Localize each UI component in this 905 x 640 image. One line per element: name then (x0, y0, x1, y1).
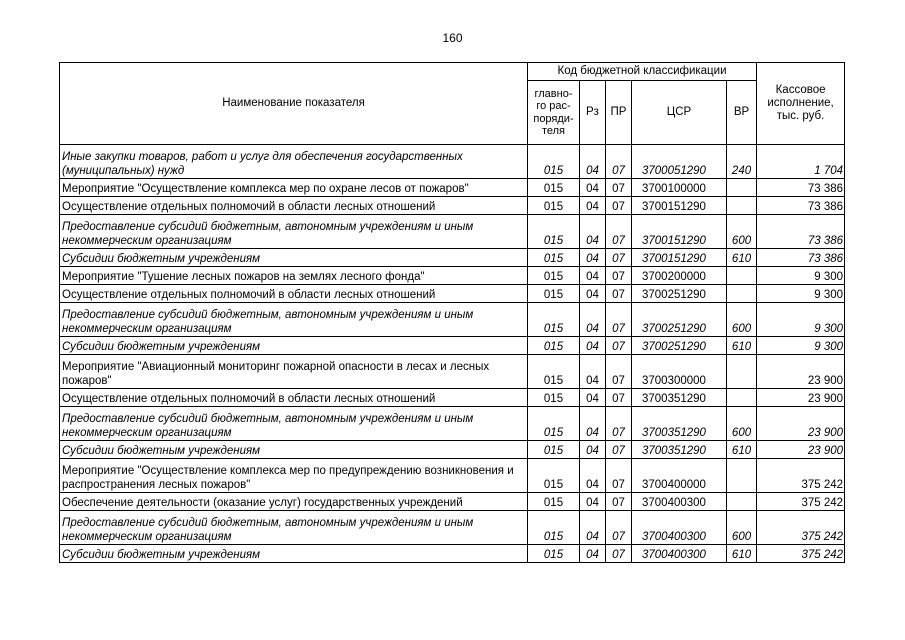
cell-rz: 04 (580, 337, 606, 355)
cell-csr: 3700351290 (632, 389, 727, 407)
cell-name: Субсидии бюджетным учреждениям (60, 337, 528, 355)
cell-glavn: 015 (528, 267, 580, 285)
cell-glavn: 015 (528, 493, 580, 511)
header-code-group: Код бюджетной классификации (528, 63, 757, 81)
table-row (60, 545, 845, 563)
cell-pr: 07 (606, 459, 632, 493)
cell-vr: 610 (727, 545, 757, 563)
cell-amount: 73 386 (757, 197, 845, 215)
cell-name: Предоставление субсидий бюджетным, автономным учреждениям и иным некоммерческим организациям (60, 303, 528, 337)
cell-name: Мероприятие "Авиационный мониторинг пожарной опасности в лесах и лесных пожаров" (60, 355, 528, 389)
cell-glavn: 015 (528, 303, 580, 337)
cell-vr (727, 179, 757, 197)
cell-glavn: 015 (528, 285, 580, 303)
cell-rz: 04 (580, 267, 606, 285)
cell-amount: 23 900 (757, 441, 845, 459)
cell-glavn: 015 (528, 179, 580, 197)
cell-vr: 610 (727, 249, 757, 267)
table-row (60, 355, 845, 389)
cell-glavn: 015 (528, 459, 580, 493)
header-vr: ВР (727, 81, 757, 145)
page-number: 160 (442, 31, 463, 45)
cell-rz: 04 (580, 355, 606, 389)
cell-name: Осуществление отдельных полномочий в области лесных отношений (60, 285, 528, 303)
cell-rz: 04 (580, 407, 606, 441)
cell-csr: 3700251290 (632, 337, 727, 355)
cell-pr: 07 (606, 267, 632, 285)
cell-pr: 07 (606, 511, 632, 545)
table-row (60, 407, 845, 441)
cell-rz: 04 (580, 389, 606, 407)
cell-amount: 73 386 (757, 179, 845, 197)
cell-rz: 04 (580, 303, 606, 337)
table-row (60, 511, 845, 545)
cell-csr: 3700400300 (632, 493, 727, 511)
table-row (60, 493, 845, 511)
table-row (60, 215, 845, 249)
cell-name: Мероприятие "Осуществление комплекса мер по охране лесов от пожаров" (60, 179, 528, 197)
cell-vr (727, 355, 757, 389)
cell-amount: 9 300 (757, 285, 845, 303)
cell-pr: 07 (606, 145, 632, 179)
cell-amount: 375 242 (757, 511, 845, 545)
cell-pr: 07 (606, 249, 632, 267)
cell-amount: 23 900 (757, 355, 845, 389)
cell-amount: 375 242 (757, 459, 845, 493)
cell-rz: 04 (580, 249, 606, 267)
table-row (60, 285, 845, 303)
cell-csr: 3700400000 (632, 459, 727, 493)
header-name: Наименование показателя (60, 63, 528, 145)
cell-csr: 3700200000 (632, 267, 727, 285)
cell-vr: 610 (727, 441, 757, 459)
table-row (60, 337, 845, 355)
table-row (60, 249, 845, 267)
cell-amount: 9 300 (757, 267, 845, 285)
cell-vr: 610 (727, 337, 757, 355)
cell-glavn: 015 (528, 215, 580, 249)
cell-rz: 04 (580, 493, 606, 511)
cell-rz: 04 (580, 145, 606, 179)
cell-pr: 07 (606, 389, 632, 407)
cell-vr: 600 (727, 511, 757, 545)
cell-csr: 3700151290 (632, 249, 727, 267)
cell-glavn: 015 (528, 145, 580, 179)
header-rz: Рз (580, 81, 606, 145)
cell-vr (727, 459, 757, 493)
cell-rz: 04 (580, 215, 606, 249)
header-csr: ЦСР (632, 81, 727, 145)
cell-glavn: 015 (528, 337, 580, 355)
table-header (60, 63, 845, 145)
cell-pr: 07 (606, 337, 632, 355)
cell-glavn: 015 (528, 197, 580, 215)
cell-glavn: 015 (528, 389, 580, 407)
cell-rz: 04 (580, 441, 606, 459)
budget-table (59, 62, 845, 563)
cell-amount: 9 300 (757, 303, 845, 337)
table-row (60, 145, 845, 179)
cell-pr: 07 (606, 215, 632, 249)
cell-amount: 23 900 (757, 407, 845, 441)
cell-name: Осуществление отдельных полномочий в области лесных отношений (60, 197, 528, 215)
cell-csr: 3700100000 (632, 179, 727, 197)
cell-pr: 07 (606, 303, 632, 337)
cell-name: Иные закупки товаров, работ и услуг для обеспечения государственных (муниципальных) нужд (60, 145, 528, 179)
cell-glavn: 015 (528, 407, 580, 441)
cell-vr (727, 493, 757, 511)
cell-amount: 375 242 (757, 545, 845, 563)
cell-name: Предоставление субсидий бюджетным, автономным учреждениям и иным некоммерческим организациям (60, 215, 528, 249)
cell-pr: 07 (606, 285, 632, 303)
header-pr: ПР (606, 81, 632, 145)
cell-rz: 04 (580, 285, 606, 303)
table-row (60, 267, 845, 285)
cell-csr: 3700351290 (632, 441, 727, 459)
cell-vr (727, 285, 757, 303)
cell-name: Мероприятие "Осуществление комплекса мер по предупреждению возникновения и распространения лесных пожаров" (60, 459, 528, 493)
cell-name: Субсидии бюджетным учреждениям (60, 545, 528, 563)
cell-glavn: 015 (528, 441, 580, 459)
cell-glavn: 015 (528, 355, 580, 389)
cell-pr: 07 (606, 545, 632, 563)
cell-amount: 375 242 (757, 493, 845, 511)
cell-name: Мероприятие "Тушение лесных пожаров на землях лесного фонда" (60, 267, 528, 285)
cell-csr: 3700051290 (632, 145, 727, 179)
cell-name: Предоставление субсидий бюджетным, автономным учреждениям и иным некоммерческим организациям (60, 511, 528, 545)
cell-pr: 07 (606, 197, 632, 215)
cell-amount: 9 300 (757, 337, 845, 355)
cell-glavn: 015 (528, 545, 580, 563)
cell-amount: 73 386 (757, 215, 845, 249)
cell-pr: 07 (606, 441, 632, 459)
table-row (60, 441, 845, 459)
cell-vr (727, 197, 757, 215)
cell-csr: 3700251290 (632, 285, 727, 303)
cell-rz: 04 (580, 459, 606, 493)
cell-csr: 3700151290 (632, 215, 727, 249)
cell-name: Обеспечение деятельности (оказание услуг) государственных учреждений (60, 493, 528, 511)
cell-pr: 07 (606, 407, 632, 441)
cell-csr: 3700400300 (632, 511, 727, 545)
cell-amount: 1 704 (757, 145, 845, 179)
cell-glavn: 015 (528, 249, 580, 267)
cell-rz: 04 (580, 197, 606, 215)
cell-vr: 600 (727, 215, 757, 249)
header-glavn: главно- го рас- поряди- теля (528, 81, 580, 145)
cell-pr: 07 (606, 179, 632, 197)
table-body (60, 145, 845, 563)
table-row (60, 303, 845, 337)
cell-glavn: 015 (528, 511, 580, 545)
cell-vr: 600 (727, 303, 757, 337)
cell-name: Субсидии бюджетным учреждениям (60, 441, 528, 459)
cell-rz: 04 (580, 179, 606, 197)
table-row (60, 197, 845, 215)
table-row (60, 179, 845, 197)
cell-vr (727, 389, 757, 407)
cell-vr: 600 (727, 407, 757, 441)
cell-csr: 3700300000 (632, 355, 727, 389)
cell-amount: 23 900 (757, 389, 845, 407)
cell-rz: 04 (580, 545, 606, 563)
table-row (60, 459, 845, 493)
table-row (60, 389, 845, 407)
cell-vr (727, 267, 757, 285)
cell-csr: 3700351290 (632, 407, 727, 441)
cell-pr: 07 (606, 355, 632, 389)
cell-csr: 3700251290 (632, 303, 727, 337)
cell-name: Субсидии бюджетным учреждениям (60, 249, 528, 267)
header-amount: Кассовое исполнение, тыс. руб. (757, 63, 845, 145)
cell-csr: 3700151290 (632, 197, 727, 215)
cell-amount: 73 386 (757, 249, 845, 267)
cell-pr: 07 (606, 493, 632, 511)
cell-rz: 04 (580, 511, 606, 545)
cell-name: Осуществление отдельных полномочий в области лесных отношений (60, 389, 528, 407)
cell-vr: 240 (727, 145, 757, 179)
cell-csr: 3700400300 (632, 545, 727, 563)
cell-name: Предоставление субсидий бюджетным, автономным учреждениям и иным некоммерческим организациям (60, 407, 528, 441)
